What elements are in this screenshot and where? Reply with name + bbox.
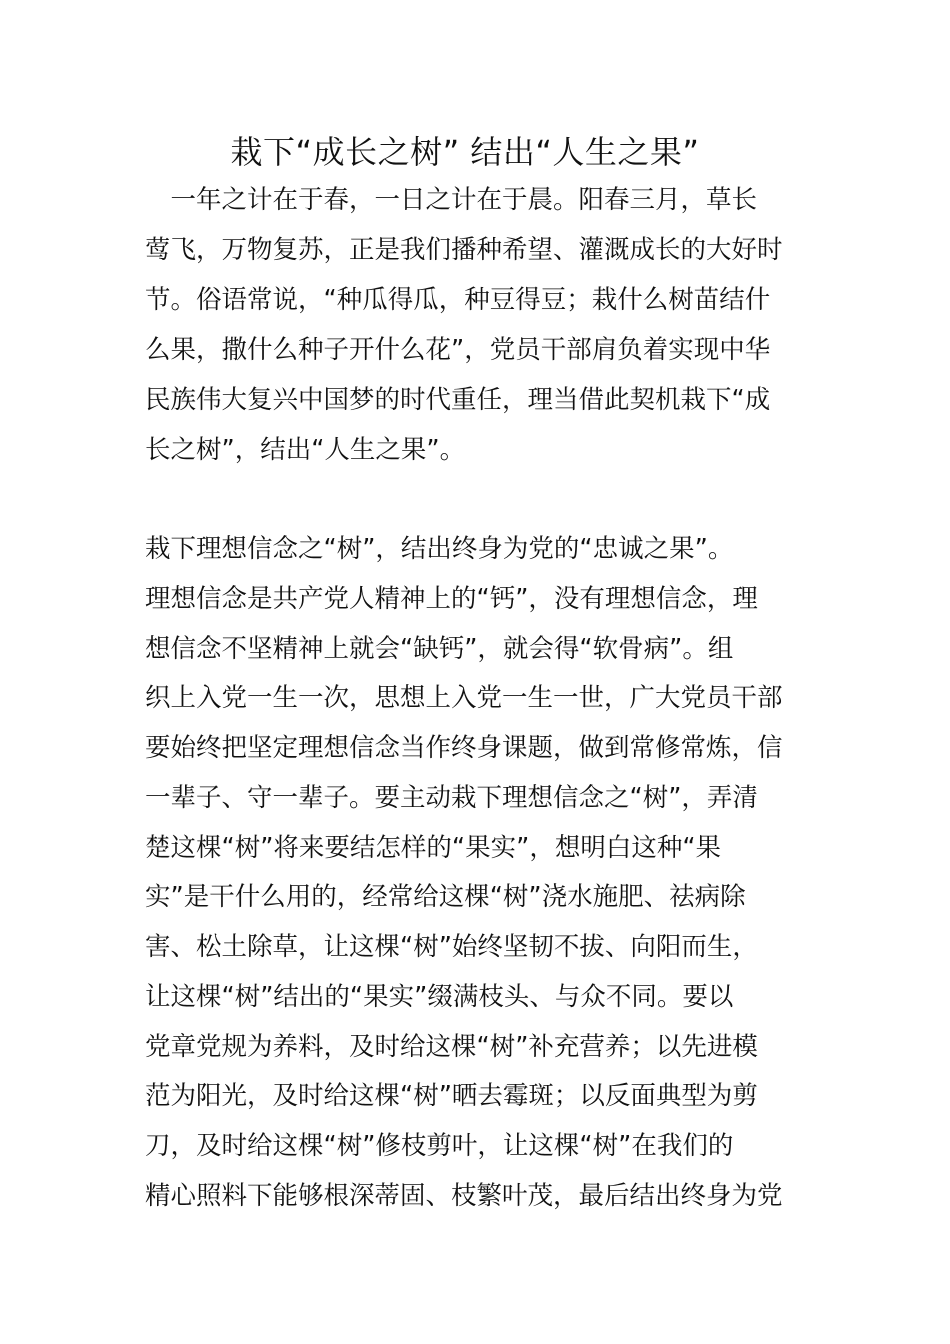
paragraph-line: 莺飞，万物复苏，正是我们播种希望、灌溉成长的大好时 xyxy=(145,235,783,265)
paragraph-line: 范为阳光，及时给这棵“树”晒去霉斑；以反面典型为剪 xyxy=(145,1081,758,1111)
paragraph-line: 织上入党一生一次，思想上入党一生一世，广大党员干部 xyxy=(145,683,783,713)
paragraph-line: 害、松土除草，让这棵“树”始终坚韧不拔、向阳而生， xyxy=(145,932,758,962)
paragraph-line: 精心照料下能够根深蒂固、枝繁叶茂，最后结出终身为党 xyxy=(145,1181,783,1211)
paragraph-line: 实”是干什么用的，经常给这棵“树”浇水施肥、祛病除 xyxy=(145,882,746,912)
paragraph-line: 想信念不坚精神上就会“缺钙”，就会得“软骨病”。组 xyxy=(145,634,734,664)
paragraph-line: 楚这棵“树”将来要结怎样的“果实”，想明白这种“果 xyxy=(145,833,722,863)
paragraph-line: 一年之计在于春，一日之计在于晨。阳春三月，草长 xyxy=(145,185,758,215)
paragraph-line: 让这棵“树”结出的“果实”缀满枝头、与众不同。要以 xyxy=(145,982,734,1012)
paragraph-line: 么果，撒什么种子开什么花”，党员干部肩负着实现中华 xyxy=(145,335,771,365)
paragraph-line: 一辈子、守一辈子。要主动栽下理想信念之“树”，弄清 xyxy=(145,783,758,813)
paragraph-line: 节。俗语常说，“种瓜得瓜，种豆得豆；栽什么树苗结什 xyxy=(145,285,771,315)
paragraph-line: 党章党规为养料，及时给这棵“树”补充营养；以先进模 xyxy=(145,1032,758,1062)
document-title: 栽下“成长之树” 结出“人生之果” xyxy=(230,133,700,171)
paragraph-line: 理想信念是共产党人精神上的“钙”，没有理想信念，理 xyxy=(145,584,758,614)
paragraph-line: 栽下理想信念之“树”，结出终身为党的“忠诚之果”。 xyxy=(145,534,734,564)
paragraph-line: 刀，及时给这棵“树”修枝剪叶，让这棵“树”在我们的 xyxy=(145,1131,734,1161)
paragraph-line: 要始终把坚定理想信念当作终身课题，做到常修常炼，信 xyxy=(145,733,783,763)
paragraph-line: 民族伟大复兴中国梦的时代重任，理当借此契机栽下“成 xyxy=(145,385,771,415)
paragraph-line: 长之树”，结出“人生之果”。 xyxy=(145,435,466,465)
